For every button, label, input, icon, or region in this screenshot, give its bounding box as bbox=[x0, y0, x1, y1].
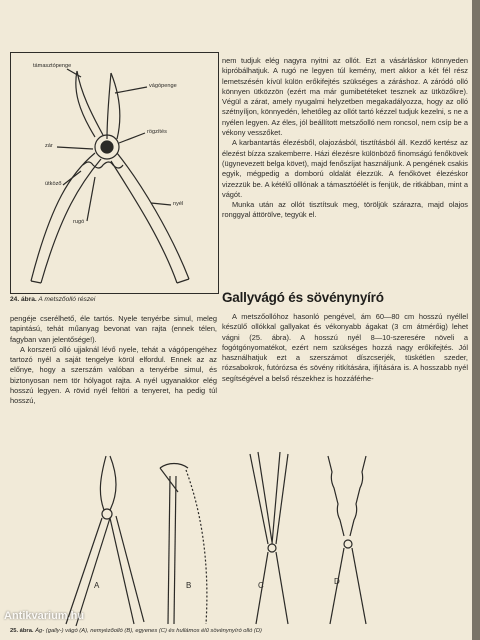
figure-25-letter-a: A bbox=[94, 581, 100, 590]
watermark-logo: Antikvarium.hu bbox=[4, 610, 85, 622]
right-column-mid bbox=[222, 312, 468, 384]
paragraph: A metszőollóhoz hasonló pengével, ám 60—80 cm hosszú nyéllel készülő ollókkal gallyakat és vékonyabb ágakat (3 cm átmérőig) lehet vágni (25. ábra). A hosszú nyél 8—10-szeresére növeli a fogótgónyomatékot, ezért nem szükséges hozzá nagy erőkifejtés. Jól használhatjuk ezt a szerszámot díszcserjék, tüskétlen szeder, rózsabokrok, futórózsa és sövény ritkítására, ifjítására is. A hosszabb nyél segítségével a belső részekhez is hozzáférhe- bbox=[222, 312, 468, 383]
figure-25-caption bbox=[10, 628, 450, 634]
figure-25-letter-c: C bbox=[258, 581, 264, 590]
figure-24-caption bbox=[10, 296, 217, 303]
paragraph: Munka után az ollót tisztítsuk meg, töröljük szárazra, majd olajos ronggyal áttörölve, tegyük el. bbox=[222, 200, 468, 220]
figure-25-letter-d: D bbox=[334, 577, 340, 586]
label-zar: zár bbox=[45, 143, 53, 149]
figure-25-letter-b: B bbox=[186, 581, 192, 590]
figure-25-caption-number: 25. ábra. bbox=[10, 628, 34, 634]
right-column-top bbox=[222, 56, 468, 221]
label-rugo: rugó bbox=[73, 219, 85, 225]
pruning-shears-illustration bbox=[11, 53, 218, 293]
figure-25-caption-text: Ág- (gally-) vágó (A), nemyézőolló (B), egyenes (C) és hullámos élű sövénynyíró olló (D) bbox=[35, 628, 262, 634]
figure-24-caption-number: 24. ábra. bbox=[10, 296, 37, 303]
figure-24-frame bbox=[10, 52, 219, 294]
loppers-and-hedge-shears-illustration bbox=[10, 448, 472, 630]
label-nyel: nyél bbox=[173, 201, 184, 207]
figure-24-caption-text: A metszőolló részei bbox=[38, 296, 96, 303]
left-column-mid bbox=[10, 314, 217, 407]
figure-25 bbox=[10, 448, 472, 630]
label-vagopenge: vágópenge bbox=[149, 83, 177, 89]
book-spine-edge bbox=[472, 0, 480, 640]
label-utkozo: ütköző bbox=[45, 181, 62, 187]
label-tamasztopenge: támasztópenge bbox=[33, 63, 72, 69]
paragraph: A karbantartás élezésből, olajozásból, tisztításból áll. Kezdő kertész az élezést bízza szakemberre. Házi élezésre különböző finomságú fenőkövek (ügynevezett belga követ), majd fenőszíjat használjunk. A pengének csakis egyik, mégpedig a domború oldalát élezzük. A fenőkövet élezéskor vizezzük be. A kétélű olllónak a támasztóélét is fenjük, de ritkábban, mint a vágót. bbox=[222, 138, 468, 199]
paragraph: pengéje cserélhető, éle tartós. Nyele tenyérbe simul, meleg tapintású, tehát műanyag bevonat van rajta (ennek télen, fagyban van jelentősége!). bbox=[10, 314, 217, 344]
label-rogzites: rögzítés bbox=[147, 129, 167, 135]
section-heading: Gallyvágó és sövénynyíró bbox=[222, 290, 384, 305]
paragraph: nem tudjuk elég nagyra nyitni az ollót. Ezt a vásárláskor könnyeden kipróbálhatjuk. A rugó ne legyen túl kemény, mert akkor a két fél rész lemetszésén kívül külön erőkifejtés szükséges a záráshoz. A záródó olló könnyen ütközzön (ezért ma már gumibetéteket tesznek az ütközőkre). Végül a zárat, amely nyugalmi helyzetben megakadályozza, hogy az olló szétnyíljon, könnyedén, lehetőleg az ollót tartó kézzel tudjuk kezelni, s ne a nyélen legyen. Az éles, jól beállított metszőolló nem roncsol, nem csíp be a vékony vesszőket. bbox=[222, 56, 468, 138]
paragraph: A korszerű olló ujjaknál lévő nyele, tehát a vágópengéhez tartozó nyél a saját tengelye körül elfordul. Ennek az az előnye, hogy a szerszám valóban a tenyérbe simul, és biztonyosan nem tör hólyagot rajta. A nyél ugyanakkor elég hosszú legyen. A rövid nyél feltöri a tenyeret, ha pedig túl hosszú, bbox=[10, 344, 217, 406]
